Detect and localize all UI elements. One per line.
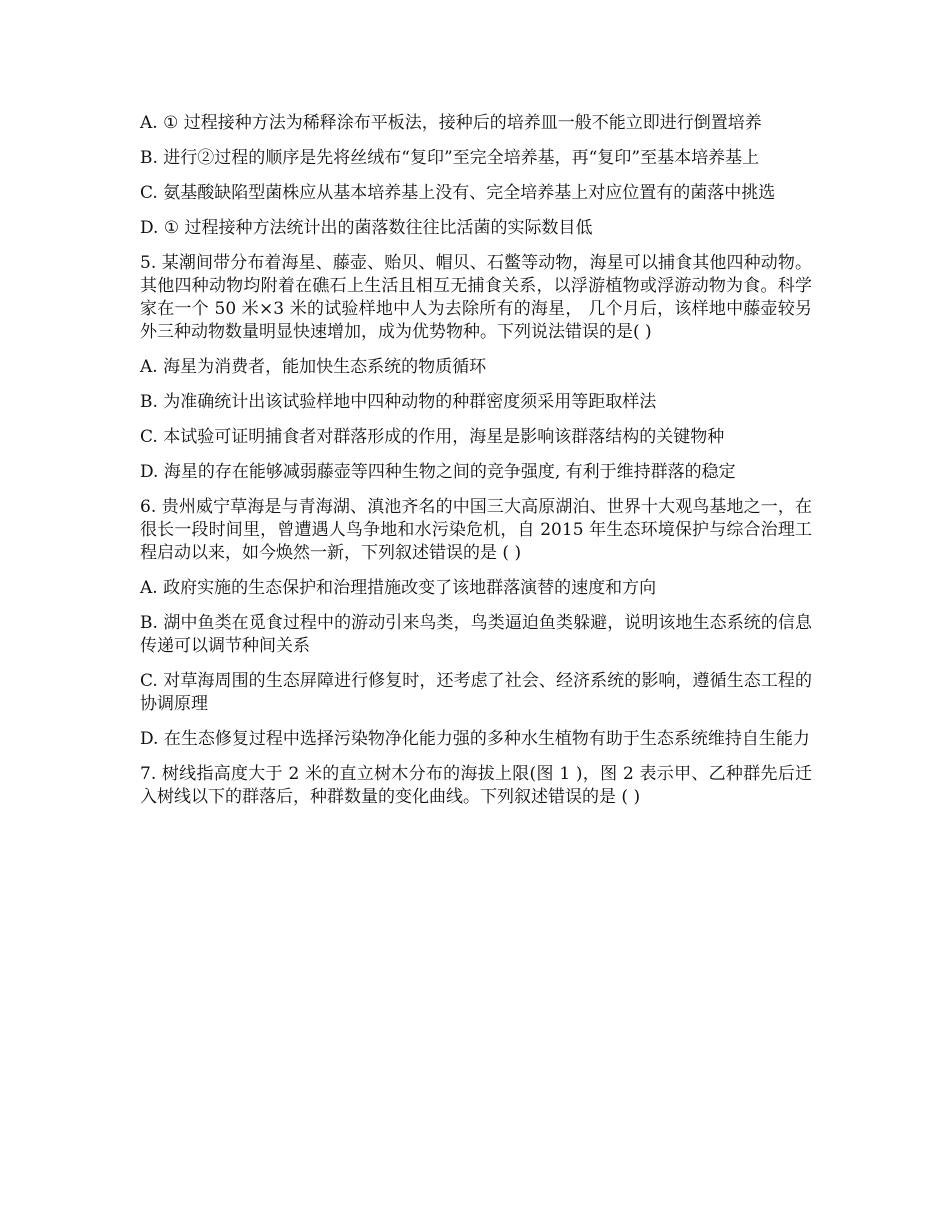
option-5c: C. 本试验可证明捕食者对群落形成的作用，海星是影响该群落结构的关键物种 (140, 427, 725, 447)
option-4d: D. ① 过程接种方法统计出的菌落数往往比活菌的实际数目低 (140, 218, 593, 238)
question-5: 5. 某潮间带分布着海星、藤壶、贻贝、帽贝、石鳖等动物，海星可以捕食其他四种动物。其他四种动物均附着在礁石上生活且相互无捕食关系，以浮游植物或浮游动物为食。科学家在一个 50 米×3 米的试验样地中人为去除所有的海星， 几个月后，该样地中藤壶较另外三种动物数量明显快速增加，成为优势物种。下列说法错误的是( ) (140, 253, 812, 342)
question-7: 7. 树线指高度大于 2 米的直立树木分布的海拔上限(图 1 )，图 2 表示甲、乙种群先后迁入树线以下的群落后，种群数量的变化曲线。下列叙述错误的是 ( ) (140, 764, 812, 807)
option-4c: C. 氨基酸缺陷型菌株应从基本培养基上没有、完全培养基上对应位置有的菌落中挑选 (140, 183, 776, 203)
option-6b: B. 湖中鱼类在觅食过程中的游动引来鸟类，鸟类逼迫鱼类躲避，说明该地生态系统的信息传递可以调节种间关系 (140, 613, 812, 656)
option-4b: B. 进行②过程的顺序是先将丝绒布“复印”至完全培养基，再“复印”至基本培养基上 (140, 148, 760, 168)
option-6d: D. 在生态修复过程中选择污染物净化能力强的多种水生植物有助于生态系统维持自生能力 (140, 729, 810, 749)
option-6c: C. 对草海周围的生态屏障进行修复时，还考虑了社会、经济系统的影响，遵循生态工程的协调原理 (140, 671, 812, 714)
question-6: 6. 贵州威宁草海是与青海湖、滇池齐名的中国三大高原湖泊、世界十大观鸟基地之一，在很长一段时间里，曾遭遇人鸟争地和水污染危机，自 2015 年生态环境保护与综合治理工程启动以来，如今焕然一新，下列叙述错误的是 ( ) (140, 497, 812, 563)
document-body (140, 112, 812, 821)
option-5d: D. 海星的存在能够减弱藤壶等四种生物之间的竞争强度, 有利于维持群落的稳定 (140, 462, 736, 482)
option-6a: A. 政府实施的生态保护和治理措施改变了该地群落演替的速度和方向 (140, 578, 657, 598)
option-5a: A. 海星为消费者，能加快生态系统的物质循环 (140, 357, 487, 377)
option-5b: B. 为准确统计出该试验样地中四种动物的种群密度须采用等距取样法 (140, 392, 657, 412)
option-4a: A. ① 过程接种方法为稀释涂布平板法，接种后的培养皿一般不能立即进行倒置培养 (140, 113, 762, 133)
